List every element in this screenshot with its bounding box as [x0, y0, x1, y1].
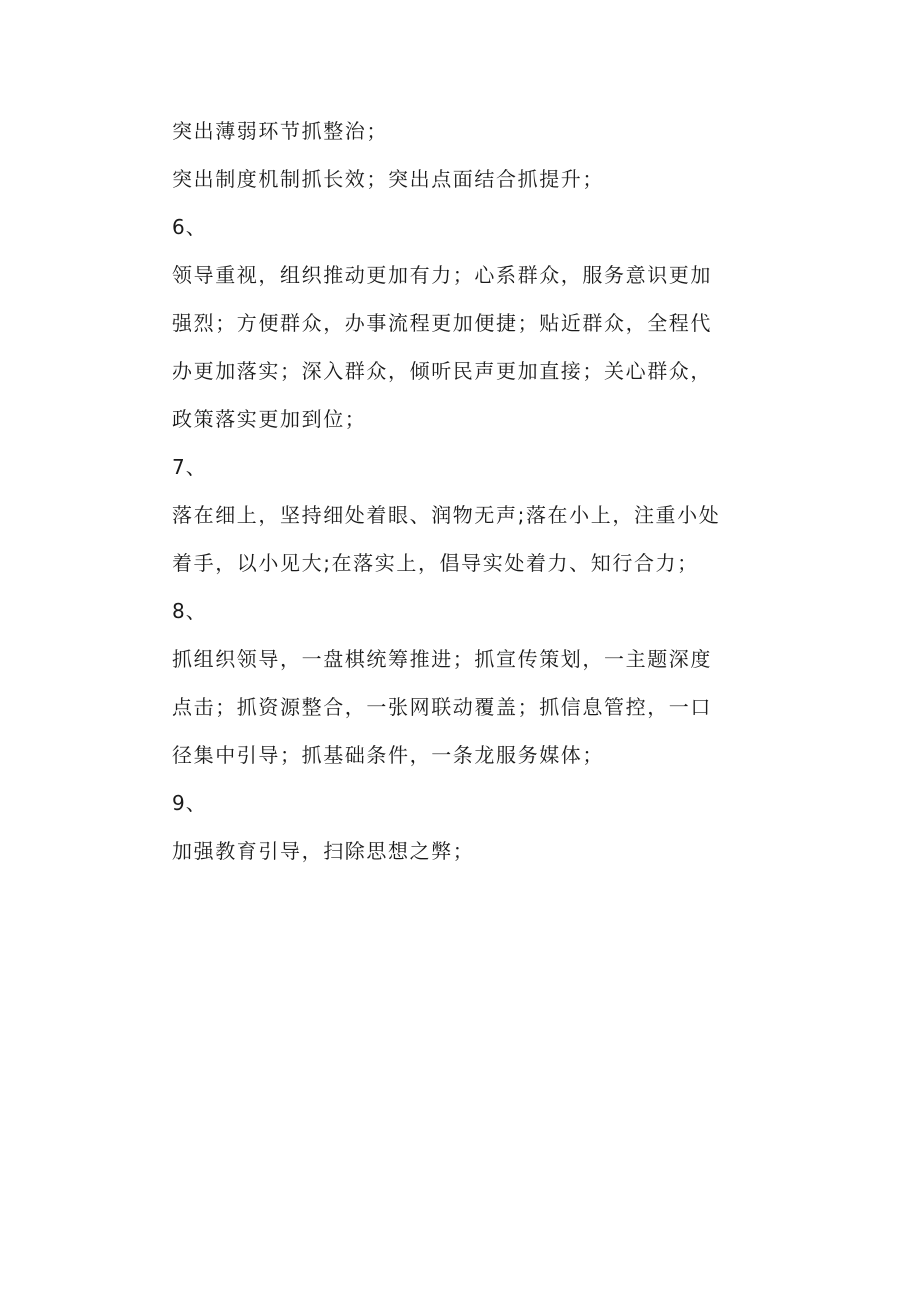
paragraph: 领导重视，组织推动更加有力；心系群众，服务意识更加强烈；方便群众，办事流程更加便捷；贴近群众，全程代办更加落实；深入群众，倾听民声更加直接；关心群众，政策落实更加到位；	[172, 263, 712, 431]
paragraph: 突出制度机制抓长效；突出点面结合抓提升；	[172, 167, 604, 191]
section-number: 6、	[172, 215, 207, 239]
document-body	[172, 107, 732, 875]
section-number: 9、	[172, 791, 207, 815]
section-number: 7、	[172, 455, 207, 479]
section-number: 8、	[172, 599, 207, 623]
paragraph: 突出薄弱环节抓整治；	[172, 119, 388, 143]
paragraph: 加强教育引导，扫除思想之弊；	[172, 839, 475, 863]
paragraph: 抓组织领导，一盘棋统筹推进；抓宣传策划，一主题深度点击；抓资源整合，一张网联动覆盖；抓信息管控，一口径集中引导；抓基础条件，一条龙服务媒体；	[172, 647, 712, 767]
paragraph: 落在细上，坚持细处着眼、润物无声;落在小上，注重小处着手，以小见大;在落实上，倡导实处着力、知行合力；	[172, 503, 721, 575]
